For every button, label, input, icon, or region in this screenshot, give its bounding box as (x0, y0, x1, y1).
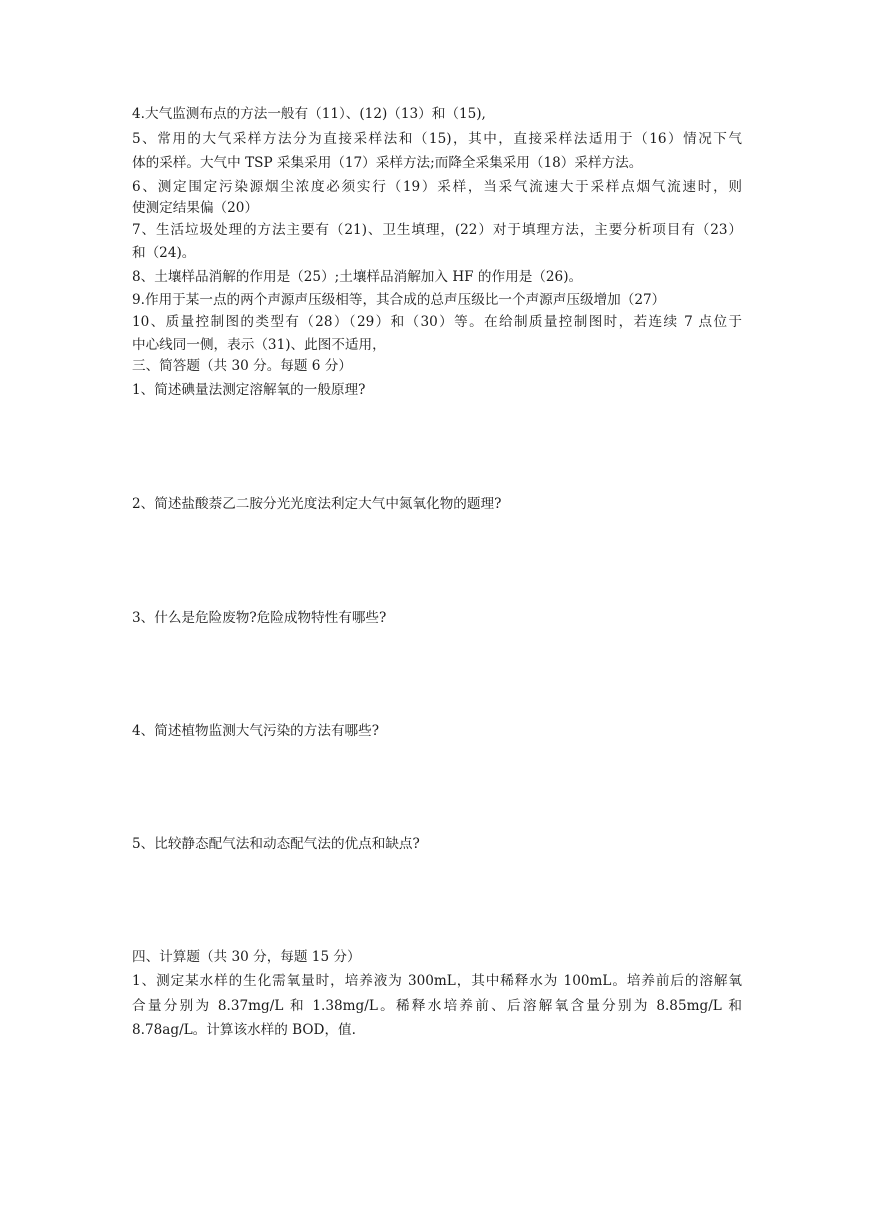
question-6-line-2: 使测定结果偏（20） (132, 200, 259, 216)
short-answer-item: 3、什么是危险废物?危险成物特性有哪些? (132, 610, 387, 626)
short-answer-item: 2、简述盐酸萘乙二胺分光光度法利定大气中氮氧化物的题理? (132, 496, 502, 512)
calculation-heading: 四、计算题（共 30 分，每题 15 分） (132, 949, 361, 965)
question-10-line-2: 中心线同一侧，表示（31)、此图不适用， (132, 337, 386, 353)
short-answer-heading: 三、简答题（共 30 分。每题 6 分） (132, 358, 352, 374)
question-5-line-2: 体的采样。大气中 TSP 采集采用（17）采样方法;而降全采集采用（18）采样方法。 (132, 155, 643, 171)
question-7-line-1: 7、生活垃圾处理的方法主要有（21)、卫生填理，(22）对于填理方法，主要分析项目有（23） (132, 222, 742, 238)
short-answer-item: 5、比较静态配气法和动态配气法的优点和缺点? (132, 836, 420, 852)
question-10-line-1: 10、质量控制图的类型有（28）（29）和（30）等。在给制质量控制图时，若连续 7 点位于 (132, 314, 742, 330)
question-4: 4.大气监测布点的方法一般有（11）、(12)（13）和（15), (132, 106, 486, 122)
short-answer-item: 4、简述植物监测大气污染的方法有哪些? (132, 723, 380, 739)
question-8: 8、土壤样品消解的作用是（25）;土壤样品消解加入 HF 的作用是（26)。 (132, 269, 583, 285)
question-9: 9.作用于某一点的两个声源声压级相等，其合成的总声压级比一个声源声压级增加（27） (132, 292, 666, 308)
question-5-line-1: 5、常用的大气采样方法分为直接采样法和（15)，其中，直接采样法适用于（16）情况下气 (132, 131, 742, 147)
calculation-q1-line-3: 8.78ag/L。计算该水样的 BOD，值. (132, 1022, 356, 1038)
calculation-q1-line-2: 合量分别为 8.37mg/L 和 1.38mg/L。稀释水培养前、后溶解氧含量分别为 8.85mg/L 和 (132, 998, 742, 1014)
question-7-line-2: 和（24)。 (132, 245, 196, 261)
calculation-q1-line-1: 1、测定某水样的生化需氧量时，培养液为 300mL，其中稀释水为 100mL。培养前后的溶解氧 (132, 973, 742, 989)
question-6-line-1: 6、测定围定污染源烟尘浓度必须实行（19）采样，当采气流速大于采样点烟气流速时，则 (132, 179, 742, 195)
short-answer-item: 1、简述碘量法测定溶解氧的一般原理? (132, 382, 366, 398)
